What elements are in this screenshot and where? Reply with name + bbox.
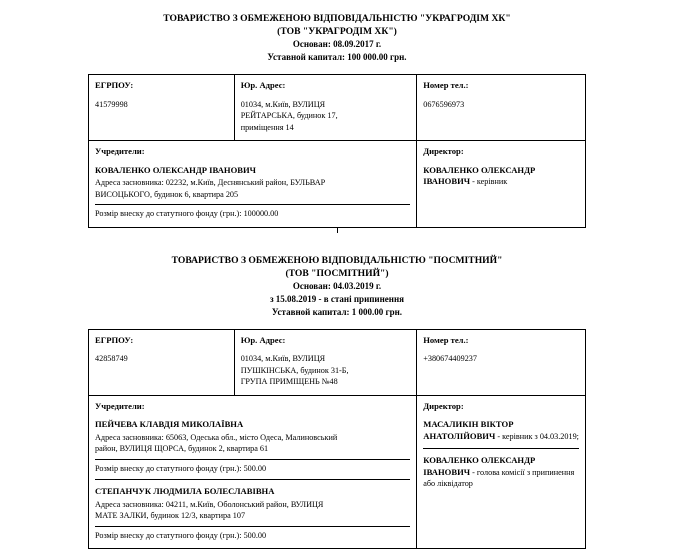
edrpou-cell [89,75,235,141]
phone-cell [417,329,586,395]
founder-entry [95,479,410,541]
founder-address-line: район, ВУЛИЦЯ ЩОРСА, будинок 2, квартира 61 [95,443,410,455]
edrpou-cell [89,329,235,395]
company-block-1 [88,0,586,228]
founder-address-line: ВИСОЦЬКОГО, будинок 6, квартира 205 [95,189,410,201]
edrpou-label: ЕГРПОУ: [95,335,228,347]
founder-contribution: Розмір внеску до статутного фонду (грн.): 500.00 [95,459,410,475]
phone-value: 0676596973 [423,99,579,111]
founder-contribution: Розмір внеску до статутного фонду (грн.): 100000.00 [95,204,410,220]
company-status: з 15.08.2019 - в стані припинення [88,293,586,306]
phone-label: Номер тел.: [423,80,579,92]
director-entry [423,165,579,188]
director-role: - керівник [472,177,507,186]
address-line: приміщення 14 [241,122,411,134]
page-tick-mark [337,228,338,233]
founder-entry [95,419,410,474]
edrpou-label: ЕГРПОУ: [95,80,228,92]
edrpou-value: 42858749 [95,353,228,365]
director-entry [423,419,579,442]
company-info-table-1 [88,74,586,228]
company-founded: Основан: 04.03.2019 г. [88,280,586,293]
founder-name: ПЕЙЧЕВА КЛАВДІЯ МИКОЛАЇВНА [95,419,410,431]
founder-address-line: Адреса засновника: 65063, Одеська обл., місто Одеса, Малиновський [95,432,410,444]
phone-value: +380674409237 [423,353,579,365]
company-capital: Уставной капитал: 100 000.00 грн. [88,51,586,64]
company-short-title: (ТОВ "ПОСМІТНИЙ") [88,267,586,280]
phone-label: Номер тел.: [423,335,579,347]
founders-cell [89,395,417,549]
company-founded: Основан: 08.09.2017 г. [88,38,586,51]
founder-address-line: МАТЕ ЗАЛКИ, будинок 12/3, квартира 107 [95,510,410,522]
address-line: ПУШКІНСЬКА, будинок 31-Б, [241,365,411,377]
director-label: Директор: [423,146,579,158]
table-row [89,141,586,228]
director-label: Директор: [423,401,579,413]
company-block-2 [88,254,586,549]
phone-cell [417,75,586,141]
director-cell [417,141,586,228]
table-row [89,75,586,141]
address-line: РЕЙТАРСЬКА, будинок 17, [241,110,411,122]
address-cell [234,329,417,395]
founder-address-line: Адреса засновника: 04211, м.Київ, Оболонський район, ВУЛИЦЯ [95,499,410,511]
director-entry [423,448,579,490]
director-name: КОВАЛЕНКО ОЛЕКСАНДР ІВАНОВИЧ [423,455,535,477]
founder-contribution: Розмір внеску до статутного фонду (грн.): 500.00 [95,526,410,542]
founders-label: Учредители: [95,146,410,158]
founder-name: СТЕПАНЧУК ЛЮДМИЛА БОЛЕСЛАВІВНА [95,486,410,498]
director-cell [417,395,586,549]
address-label: Юр. Адрес: [241,335,411,347]
address-line: ГРУПА ПРИМІЩЕНЬ №48 [241,376,411,388]
edrpou-value: 41579998 [95,99,228,111]
company-info-table-2 [88,329,586,549]
founder-address-line: Адреса засновника: 02232, м.Київ, Деснянський район, БУЛЬВАР [95,177,410,189]
company-header-2 [88,254,586,319]
director-role: - голова комісії з припинення або ліквідатор [423,468,574,489]
company-title: ТОВАРИСТВО З ОБМЕЖЕНОЮ ВІДПОВІДАЛЬНІСТЮ "ПОСМІТНИЙ" [88,254,586,267]
address-cell [234,75,417,141]
company-capital: Уставной капитал: 1 000.00 грн. [88,306,586,319]
table-row [89,329,586,395]
address-line: 01034, м.Київ, ВУЛИЦЯ [241,353,411,365]
founders-label: Учредители: [95,401,410,413]
director-role: - керівник з 04.03.2019; [497,432,579,441]
block-separator [88,228,586,254]
director-name: КОВАЛЕНКО ОЛЕКСАНДР ІВАНОВИЧ [423,165,535,187]
founder-name: КОВАЛЕНКО ОЛЕКСАНДР ІВАНОВИЧ [95,165,410,177]
company-title: ТОВАРИСТВО З ОБМЕЖЕНОЮ ВІДПОВІДАЛЬНІСТЮ "УКРАГРОДІМ ХК" [88,12,586,25]
founder-entry [95,165,410,220]
table-row [89,395,586,549]
founders-cell [89,141,417,228]
director-name: МАСАЛИКІН ВІКТОР АНАТОЛІЙОВИЧ [423,419,513,441]
company-short-title: (ТОВ "УКРАГРОДІМ ХК") [88,25,586,38]
address-label: Юр. Адрес: [241,80,411,92]
address-line: 01034, м.Київ, ВУЛИЦЯ [241,99,411,111]
company-header-1 [88,0,586,64]
